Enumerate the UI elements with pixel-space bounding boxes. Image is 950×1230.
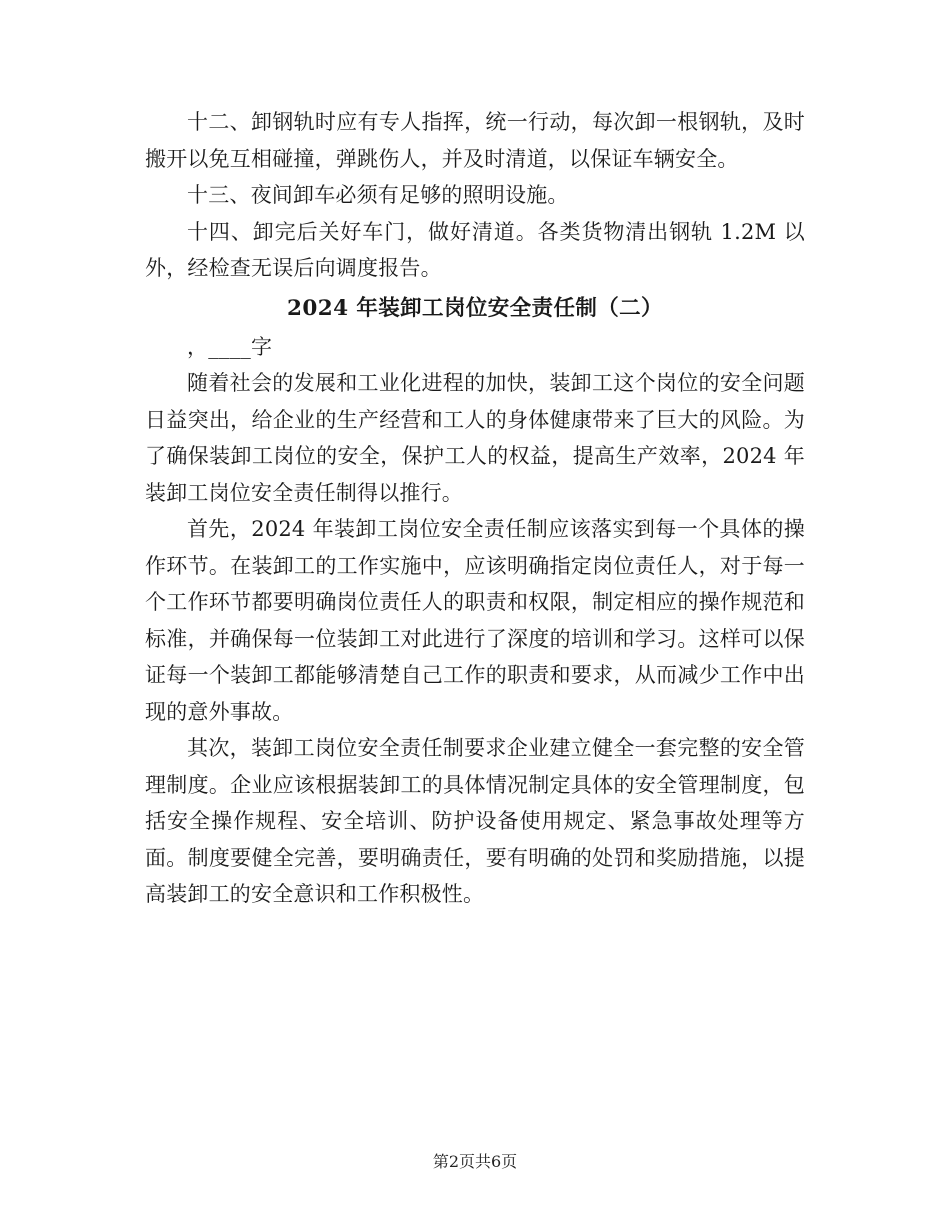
- section-title: 2024 年装卸工岗位安全责任制（二）: [287, 295, 663, 321]
- paragraph-item-13: 十三、夜间卸车必须有足够的照明设施。: [187, 183, 569, 207]
- word-count-line: ，____字: [187, 334, 273, 359]
- paragraph-intro: 随着社会的发展和工业化进程的加快，装卸工这个岗位的安全问题日益突出，给企业的生产经营和工人的身体健康带来了巨大的风险。为了确保装卸工岗位的安全，保护工人的权益，提高生产效率，2024 年装卸工岗位安全责任制得以推行。: [145, 371, 805, 505]
- paragraph-first: 首先，2024 年装卸工岗位安全责任制应该落实到每一个具体的操作环节。在装卸工的工作实施中，应该明确指定岗位责任人，对于每一个工作环节都要明确岗位责任人的职责和权限，制定相应的操作规范和标准，并确保每一位装卸工对此进行了深度的培训和学习。这样可以保证每一个装卸工都能够清楚自己工作的职责和要求，从而减少工作中出现的意外事故。: [145, 517, 805, 724]
- paragraph-item-14: 十四、卸完后关好车门，做好清道。各类货物清出钢轨 1.2M 以外，经检查无误后向调度报告。: [145, 219, 805, 280]
- page-indicator: 第2页共6页: [432, 1152, 518, 1171]
- paragraph-second: 其次，装卸工岗位安全责任制要求企业建立健全一套完整的安全管理制度。企业应该根据装卸工的具体情况制定具体的安全管理制度，包括安全操作规程、安全培训、防护设备使用规定、紧急事故处理等方面。制度要健全完善，要明确责任，要有明确的处罚和奖励措施，以提高装卸工的安全意识和工作积极性。: [145, 736, 805, 906]
- paragraph-item-12: 十二、卸钢轨时应有专人指挥，统一行动，每次卸一根钢轨，及时搬开以免互相碰撞，弹跳伤人，并及时清道，以保证车辆安全。: [145, 110, 805, 171]
- document-page: [145, 104, 805, 913]
